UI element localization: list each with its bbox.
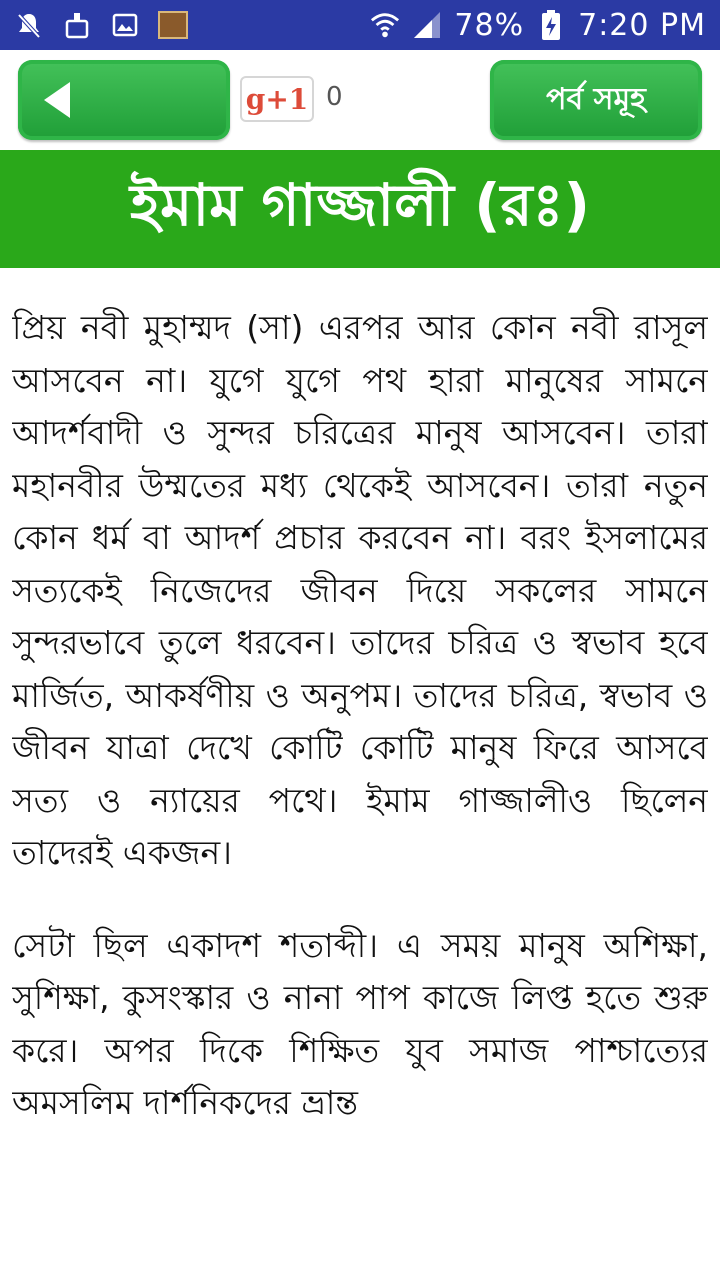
back-button[interactable] [18, 60, 230, 140]
article-paragraph: সেটা ছিল একাদশ শতাব্দী। এ সময় মানুষ অশিক্ষা, সুশিক্ষা, কুসংস্কার ও নানা পাপ কাজে লিপ্ত হতে শুরু করে। অপর দিকে শিক্ষিত যুব সমাজ পাশ্চাত্যের অমসলিম দার্শনিকদের ভ্রান্ত [12, 925, 708, 1122]
clock: 7:20 PM [578, 7, 706, 43]
gallery-icon [110, 10, 140, 40]
status-bar-right [370, 8, 706, 42]
google-plus-icon: g+1 [245, 82, 309, 116]
back-arrow-icon [44, 82, 70, 118]
article-body[interactable] [12, 302, 708, 1168]
toolbar [0, 50, 720, 150]
cleaner-icon [62, 10, 92, 40]
signal-icon [412, 10, 442, 40]
google-plus-count: 0 [326, 82, 343, 112]
battery-percentage: 78% [454, 7, 525, 43]
title-banner [0, 150, 720, 268]
status-bar [0, 0, 720, 50]
page-title: ইমাম গাজ্জালী (রঃ) [130, 170, 590, 239]
app-thumbnail [158, 11, 188, 39]
episodes-button[interactable]: পর্ব সমূহ [490, 60, 702, 140]
wifi-icon [370, 10, 400, 40]
google-plus-one-button[interactable] [240, 76, 314, 122]
article-paragraph: প্রিয় নবী মুহাম্মদ (সা) এরপর আর কোন নবী রাসূল আসবেন না। যুগে যুগে পথ হারা মানুষের সামনে আদর্শবাদী ও সুন্দর চরিত্রের মানুষ আসবেন। তারা মহানবীর উম্মতের মধ্য থেকেই আসবেন। তারা নতুন কোন ধর্ম বা আদর্শ প্রচার করবেন না। বরং ইসলামের সত্যকেই নিজেদের জীবন দিয়ে সকলের সামনে সুন্দরভাবে তুলে ধরবেন। তাদের চরিত্র ও স্বভাব হবে মার্জিত, আকর্ষণীয় ও অনুপম। তাদের চরিত্র, স্বভাব ও জীবন যাত্রা দেখে কোটি কোটি মানুষ ফিরে আসবে সত্য ও ন্যায়ের পথে। ইমাম গাজ্জালীও ছিলেন তাদেরই একজন। [12, 308, 708, 872]
battery-charging-icon [536, 10, 566, 40]
mute-icon [14, 10, 44, 40]
status-bar-left [14, 8, 188, 42]
